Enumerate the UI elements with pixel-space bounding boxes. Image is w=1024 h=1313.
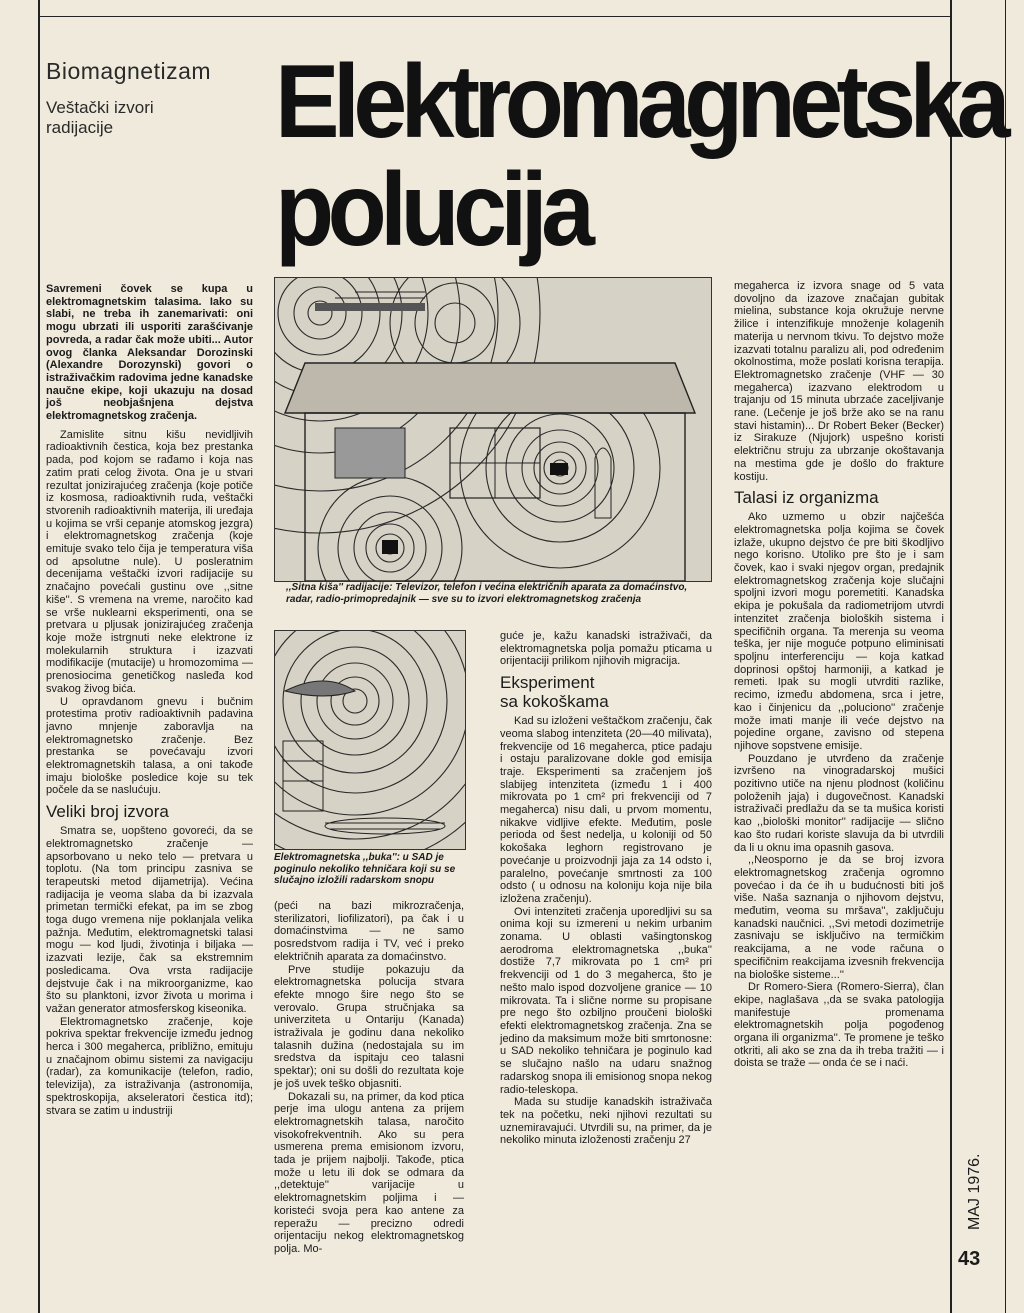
paragraph: Prve studije pokazuju da elektromagnetska polucija stvara efekte mnogo šire nego što se verovalo. Grupa stručnjaka sa univerziteta u Ontariju (Kanada) istraživala je godinu dana nekoliko talasnih dužina (nedostajala su im sredstva da ispitaju ceo talasni spektar); oni su došli do rezultata koje je još uvek teško objasniti.: [274, 963, 464, 1090]
paragraph: Mada su studije kanadskih istraživača tek na početku, neki njihovi rezultati su uznemiravajući. Utvrdili su, na primer, da je nekoliko minuta izloženosti zračenju 27: [500, 1096, 712, 1147]
section-heading: Veliki broj izvora: [46, 802, 169, 822]
figure-1-caption: ,,Sitna kiša'' radijacije: Televizor, telefon i većina električnih aparata za domaćinstvo, radar, radio-primopredajnik — sve su to izvori elektromagnetskog zračenja: [286, 582, 688, 605]
paragraph: Zamislite sitnu kišu nevidljivih radioaktivnih čestica, koja bez prestanka pada, pod kojom se rađamo i koja nas zatim prati celog života. Ona je u stvari rezultat jonizirajućeg zračenja (koje potiče iz kosmosa, radioaktivnih ruda, veštački stvorenih radioaktivnih materija, ili urеđaja u kojima se vrši cepanje atomskog jezgra) i elektromagnetskog zračenja (koje emituje svako telo čija je temperatura viša od apsolutne nule). U poslеratnim decenijama veštački izvori radijacije su značajno povećali gustinu ove ,,sitne kiše''. S vremena na vreme, naročito kad se vrše nuklearni eksperimenti, ona se pretvara u pljusak jonizirajućeg zračenja koje može istrgnuti neke elektrone iz molekularnih struktura i izazvati modifikacije (mutacije) u hromozomima — prenosiocima genetičkog nasleđa kod svakog živog bića.: [46, 428, 253, 695]
column-2: [274, 900, 464, 1256]
left-margin-rule: [38, 0, 40, 1313]
top-rule: [38, 16, 952, 17]
paragraph: ,,Neosporno je da se broj izvora elektromagnetskog zračenja ogromno povećao i da će ih u budućnosti biti još više. Naša saznanja o njihovom dejstvu, međutim, veoma su mršava'', zaključuju kanadski naučnici. ,,Svi metodi dozimetrije zasnivaju se isključivo na termičkim reakcijama, a ne vode računa o specifičnim reakcijama izvesnih frekvencija na biološke sisteme...'': [734, 854, 944, 981]
radar-beam-illustration: [275, 631, 465, 849]
page-title: [275, 44, 1005, 268]
illustration-radiation-rain: [274, 277, 712, 582]
house-waves-illustration: [275, 278, 711, 581]
title-line-2: polucija: [275, 152, 589, 268]
paragraph: Elektromagnetsko zračenje, koje pokriva spektar frekvencije između jednog herca i 300 megaherca, približno, emituju u značajnom obimu sistemi za navigaciju (radar), za komunikacije (telefon, radio, televizija), za istraživanja (astronomija, spektroskopija, akseleratori čestica itd); stvara se zatim u industriji: [46, 1015, 253, 1117]
paragraph: (peći na bazi mikrozračenja, sterilizatori, liofilizatori), pa čak i u domaćinstvima — ne samo posredstvom radija i TV, već i preko električnih aparata za domaćinstvo.: [274, 900, 464, 963]
issue-date: MAJ 1976.: [966, 1153, 983, 1230]
section-heading: [500, 673, 712, 711]
paragraph: megaherca iz izvora snage od 5 vata dovoljno da izazove značajan gubitak mielina, substance koja okružuje nervne žilice i intenzifikuje množenje kolagenih materija u nervnom tkivu. To dejstvo može izazvati totalnu paralizu ali, pod određenim okolnostima, može poslati korisna terapija. Elektromagnetsko zračenje (VHF — 30 megaherca) izazvano elektrodom u trajanju od 15 minuta ubrzaće zaceljivanje rane. (Lečenje je još brže ako se na ranu stavi histamin)... Dr Robert Beker (Becker) iz Sirakuze (Njujork) uspešno koristi električnu struju za ubrzanje okoštavanja na mestima gde je došlo do frakture kostiju.: [734, 280, 944, 483]
section-heading-line-2: sa kokoškama: [500, 692, 609, 712]
page-number: 43: [958, 1248, 981, 1270]
paragraph: guće je, kažu kanadski istraživači, da elektromagnetska polja pomažu pticama u orijentaciji prilikom njihovih migracija.: [500, 630, 712, 668]
illustration-radar-beam: [274, 630, 466, 850]
paragraph: Dokazali su, na primer, da kod ptica perje ima ulogu antena za prijem elektromagnetskih talasa, naročito visokofrekventnih. Ako su pera usmerena prema emisionom izvoru, tada je prijem najbolji. Takođe, ptica može u letu ili dok se odmara da ,,detektuje'' varijacije u elektromagnetskim poljima i — koristeći svoja pera kao antene za reperažu — precizno odredi orijentaciju nekog elektromagnetskog polja. Mo-: [274, 1090, 464, 1255]
paragraph: Pouzdano je utvrđeno da zračenje izvršeno na vinogradarskoj mušici pozitivno utiče na njenu plodnost (količinu položenih jaja) i dugovečnost. Kanadski istraživači predlažu da se ta mušica koristi kao ,,biološki monitor'' radijacije — slično kao što rudari koriste slavuja da bi utvrdili da li u oknu ima opasnih gasova.: [734, 752, 944, 854]
paragraph: Smatra se, uopšteno govoreći, da se elektromagnetsko zračenje — apsorbovano u neko telo — pretvara u toplotu. (Na tom principu zasniva se terapeutski metod dijametrija). Većina radijacija je veoma slaba da bi izazvala primetan termički efekat, pa im se zbog toga dugo vremena nije poklanjala velika pažnja. Međutim, elektromagnetski talasi mogu — kod ljudi, životinja i biljaka — izazvati lezije, čak sa ekstremnim posledicama. Ova vrsta radijacije dejstvuje čak i na mikroorganizme, kao što su planktoni, izvor života u morima i važan generator atmosferskog kiseonika.: [46, 825, 253, 1015]
section-heading: Talasi iz organizma: [734, 488, 879, 508]
paragraph: Ako uzmemo u obzir najčešća elektromagnetska polja kojima se čovek izlaže, ukupno dejstvo će pre biti škodljivo nego korisno. Utoliko pre što je i sam čovek, kao i svaki njegov organ, predajnik elektromagnetskog zračenja koje slučajni spoljni izvori mogu poremetiti. Kanadska ekipa je pokušala da radiometrijom utvrdi intenzitet zračenja bioloških sistema i specifičnih organa. Ta merenja su veoma teška, jer nije moguće potpuno eliminisati spoljnu interferenciju — koja katkad doprinosi opštoj harmoniji, a katkad je remeti. Ipak su mogli utvrditi razlike, recimo, između abdomena, srca i jetre, kao i činjenicu da ,,polucionо'' zračenje može imati manje ili veće dejstvo na pojedine organe, zavisno od stepena njihove sopstvene emisije.: [734, 511, 944, 752]
paragraph: Kad su izloženi veštačkom zračenju, čak veoma slabog intenziteta (20—40 milivata), frekvencije od 16 megaherca, ptice padaju i ostaju paralizovane dokle god emisija traje. Eksperimenti sa zračenjem još slabijeg intenziteta (između 1 i 400 mikrovata po 1 cm² pri frekvenciji od 7 megaherca) nisu dali, u prvom momentu, nikakve vidljive efekte. Međutim, posle perioda od šest nedelja, u koloniji od 50 kokošaka leghorn registrovano je povećanje u proizvodnji jaja za 14 odsto i, paralelno, povećanje smrtnosti za 100 odsto ( u odnosu na koloniju koja nije bila izložena zračenju).: [500, 715, 712, 905]
title-line-1: Elektromagnetska: [275, 44, 1005, 160]
section-kicker: Biomagnetizam: [46, 58, 212, 84]
figure-2-caption: Elektromagnetska ,,buka'': u SAD je poginulo nekoliko tehničara koji su se slučajno izložili radarskom snopu: [274, 852, 456, 886]
article-lead: Savremeni čovek se kupa u elektromagnetskim talasima. Iako su slabi, ne treba ih zanemarivati: oni mogu ubrzati ili usporiti zarašćivanje povreda, a radar čak može ubiti... Autor ovog članka Aleksandar Dorozinski (Alexandre Dorozynski) govori o istraživačkim radovima jedne kanadske naučne ekipe, koji ukazuju na dosad još neobjašnjena dejstva elektromagnetskog zračenja.: [46, 283, 253, 423]
column-3: [500, 630, 712, 1147]
section-subkicker: Veštački izvori radijacije: [46, 98, 154, 137]
paragraph: Ovi intenziteti zračenja uporedljivi su sa onima koji su izmereni u nekim urbanim zonama. U oblasti vašingtonskog aerodroma elektromagnetska ,,buka'' dostiže 7,7 mikrovata po 1 cm² pri frekvenciji od 1 do 3 megaherca, što je nešto malo ispod dozvoljene granice — 10 mikrovata. Ta i slične norme su propisane pre nego što ozbiljno proučeni biološki efekti elektromagnetskog zračenja. Zna se jedino da maksimum može biti smrtonosne: u SAD nekoliko tehničara je poginulo kad se slučajno našlo na udaru snažnog radarskog snopa ili emisionog snopa nekog radio-teleskopa.: [500, 905, 712, 1096]
column-1: [46, 283, 253, 1117]
section-heading-line-1: Eksperiment: [500, 673, 595, 693]
paragraph: U opravdanom gnevu i bučnim protestima protiv radioaktivnih padavina javno mnjenje zaboravlja na elektromagnetsko zračenje. Bez prestanka se povećavaju izvori elektromagnetskih talasa, a oni takođe imaju biološke posledice koje su tek počele da se naslućuju.: [46, 695, 253, 797]
paragraph: Dr Romero-Siera (Romero-Sierra), član ekipe, naglašava ,,da se svaka patologija manifestuje promenama elektromagnetskih polja pogođenog organa ili organizma''. Te promene je teško otkriti, ali ako se zna da ih treba tražiti — i doista se traže — onda će se i naći.: [734, 981, 944, 1070]
column-4: [734, 280, 944, 1070]
right-edge-rule: [1005, 0, 1006, 1313]
